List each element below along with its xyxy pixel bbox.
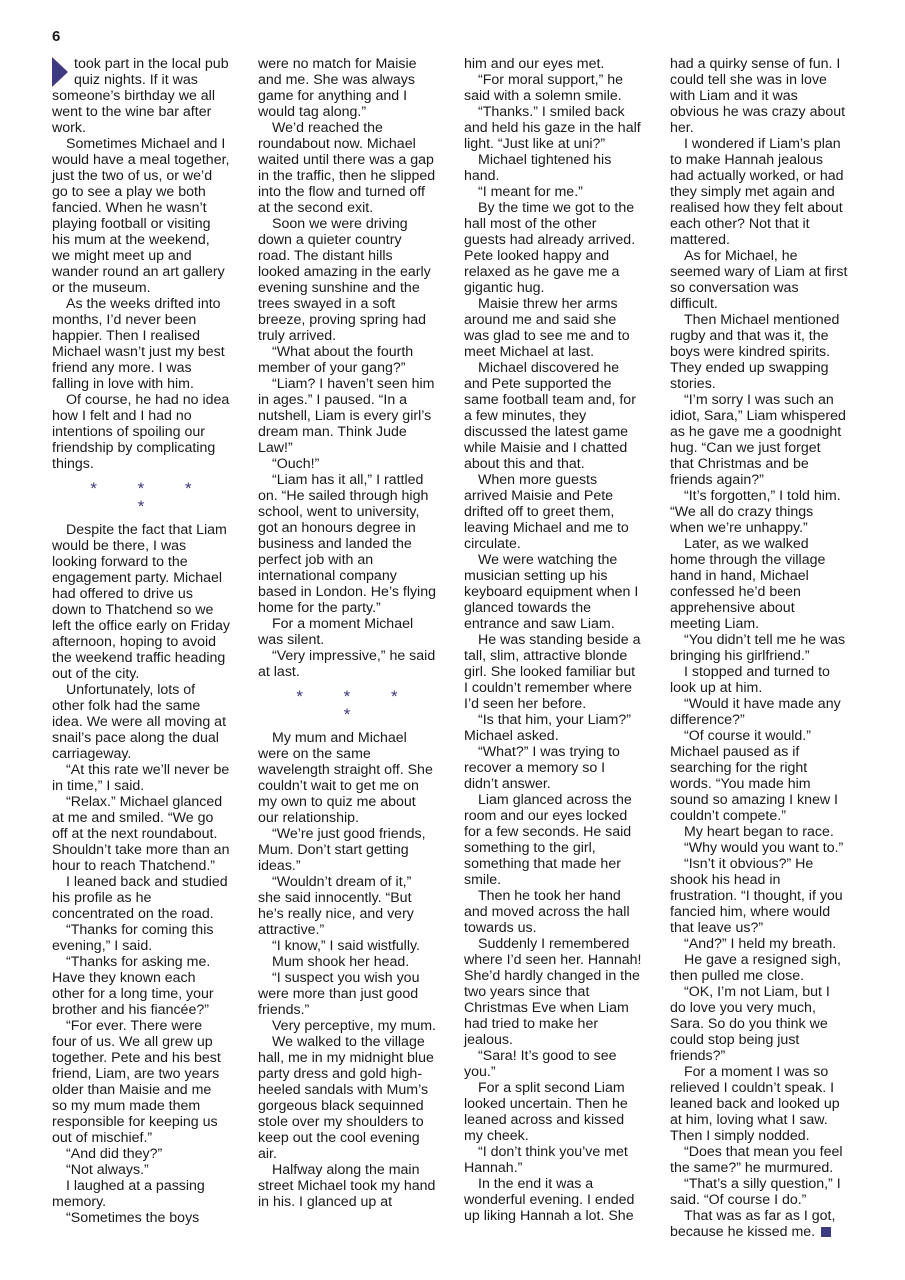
paragraph: We’d reached the roundabout now. Michael waited until there was a gap in the traffic, then he slipped into the flow and turned off at the second exit. — [258, 120, 436, 216]
paragraph: In the end it was a wonderful evening. I ended up liking Hannah a lot. She — [464, 1176, 635, 1224]
paragraph: “Sometimes the boys — [66, 1210, 200, 1226]
paragraph: “Not always.” — [66, 1162, 149, 1178]
paragraph: “And did they?” — [66, 1146, 163, 1162]
paragraph: Liam glanced across the room and our eyes locked for a few seconds. He said something to the girl, something that made her smile. — [464, 792, 632, 888]
paragraph: As the weeks drifted into months, I’d never been happier. Then I realised Michael wasn’t just my best friend any more. I was falling in love with him. — [52, 296, 225, 392]
paragraph: “Does that mean you feel the same?” he murmured. — [670, 1144, 843, 1176]
paragraph: “What about the fourth member of your gang?” — [258, 344, 414, 376]
paragraph: “Thanks for asking me. Have they known each other for a long time, your brother and his fiancée?” — [52, 954, 214, 1018]
paragraph: “Liam? I haven’t seen him in ages.” I paused. “In a nutshell, Liam is every girl’s dream man. Think Jude Law!” — [258, 376, 435, 456]
paragraph: Soon we were driving down a quieter country road. The distant hills looked amazing in the early evening sunshine and the trees swayed in a soft breeze, proving spring had truly arrived. — [258, 216, 431, 344]
paragraph: Very perceptive, my mum. — [272, 1018, 436, 1034]
section-break: * * * * — [90, 479, 210, 516]
paragraph: For a moment I was so relieved I couldn’t speak. I leaned back and looked up at him, loving what I saw. Then I simply nodded. — [670, 1064, 840, 1144]
paragraph: “I don’t think you’ve met Hannah.” — [464, 1144, 628, 1176]
paragraph: Sometimes Michael and I would have a meal together, just the two of us, or we’d go to see a play we both fancied. When he wasn’t playing football or visiting his mum at the weekend, we might meet up and wander round an art gallery or the museum. — [52, 136, 230, 296]
paragraph: I leaned back and studied his profile as he concentrated on the road. — [52, 874, 228, 922]
paragraph: “Isn’t it obvious?” He shook his head in frustration. “I thought, if you fancied him, where would that leave us?” — [670, 856, 843, 936]
paragraph: “Is that him, your Liam?” Michael asked. — [464, 712, 631, 744]
page-number: 6 — [52, 28, 61, 45]
paragraph: “Thanks.” I smiled back and held his gaze in the half light. “Just like at uni?” — [464, 104, 641, 152]
column-3 — [464, 56, 642, 1226]
paragraph: took part in the local pub quiz nights. If it was someone’s birthday we all went to the wine bar after work. — [52, 56, 229, 136]
paragraph: I laughed at a passing memory. — [52, 1178, 205, 1210]
paragraph: My mum and Michael were on the same wavelength straight off. She couldn’t wait to get me on my own to quiz me about our relationship. — [258, 730, 433, 826]
paragraph: He was standing beside a tall, slim, attractive blonde girl. She looked familiar but I couldn’t remember where I’d seen her before. — [464, 632, 641, 712]
end-square-icon — [821, 1227, 831, 1237]
paragraph: “For ever. There were four of us. We all grew up together. Pete and his best friend, Liam, are two years older than Maisie and me so my mum made them responsible for keeping us out of mischief.” — [52, 1018, 221, 1146]
paragraph: Of course, he had no idea how I felt and I had no intentions of spoiling our friendship by complicating things. — [52, 392, 230, 472]
paragraph: We walked to the village hall, me in my midnight blue party dress and gold high-heeled sandals with Mum’s gorgeous black sequinned stole over my shoulders to keep out the cool evening air. — [258, 1034, 434, 1162]
paragraph: For a split second Liam looked uncertain. Then he leaned across and kissed my cheek. — [464, 1080, 628, 1144]
section-break: * * * * — [296, 687, 416, 724]
paragraph: “And?” I held my breath. — [684, 936, 837, 952]
paragraph: Halfway along the main street Michael took my hand in his. I glanced up at — [258, 1162, 436, 1210]
paragraph: “Very impressive,” he said at last. — [258, 648, 436, 680]
column-2 — [258, 56, 436, 1226]
paragraph: As for Michael, he seemed wary of Liam at first so conversation was difficult. — [670, 248, 848, 312]
story-columns — [52, 56, 848, 1240]
paragraph: “I meant for me.” — [478, 184, 583, 200]
paragraph: My heart began to race. — [684, 824, 834, 840]
column-1 — [52, 56, 230, 1226]
paragraph: had a quirky sense of fun. I could tell she was in love with Liam and it was obvious he was crazy about her. — [670, 56, 846, 136]
paragraph: “I know,” I said wistfully. — [272, 938, 420, 954]
paragraph: I wondered if Liam’s plan to make Hannah jealous had actually worked, or had they simply met again and realised how they felt about each other? Not that it mattered. — [670, 136, 844, 248]
paragraph: “Why would you want to.” — [684, 840, 844, 856]
paragraph: Then Michael mentioned rugby and that was it, the boys were kindred spirits. They ended up swapping stories. — [670, 312, 840, 392]
paragraph: For a moment Michael was silent. — [258, 616, 414, 648]
paragraph: Mum shook her head. — [272, 954, 410, 970]
paragraph: were no match for Maisie and me. She was always game for anything and I would tag along.” — [258, 56, 417, 120]
paragraph: “That’s a silly question,” I said. “Of course I do.” — [670, 1176, 841, 1208]
paragraph: “Ouch!” — [272, 456, 320, 472]
paragraph: He gave a resigned sigh, then pulled me close. — [670, 952, 841, 984]
paragraph: Suddenly I remembered where I’d seen her. Hannah! She’d hardly changed in the two years since that Christmas Eve when Liam had tried to make her jealous. — [464, 936, 642, 1048]
paragraph: “Would it have made any difference?” — [670, 696, 841, 728]
paragraph: Michael tightened his hand. — [464, 152, 612, 184]
paragraph: “Relax.” Michael glanced at me and smiled. “We go off at the next roundabout. Shouldn’t take more than an hour to reach Thatchend.” — [52, 794, 230, 874]
paragraph: Unfortunately, lots of other folk had the same idea. We were all moving at snail’s pace along the dual carriageway. — [52, 682, 227, 762]
paragraph: “What?” I was trying to recover a memory so I didn’t answer. — [464, 744, 620, 792]
paragraph: I stopped and turned to look up at him. — [670, 664, 830, 696]
paragraph: “Of course it would.” Michael paused as if searching for the right words. “You made him sound so amazing I knew I couldn’t compete.” — [670, 728, 838, 824]
column-4 — [670, 56, 848, 1240]
paragraph: “It’s forgotten,” I told him. “We all do crazy things when we’re unhappy.” — [670, 488, 841, 536]
paragraph: “At this rate we’ll never be in time,” I said. — [52, 762, 230, 794]
paragraph: “We’re just good friends, Mum. Don’t start getting ideas.” — [258, 826, 426, 874]
paragraph: When more guests arrived Maisie and Pete drifted off to greet them, leaving Michael and me to circulate. — [464, 472, 629, 552]
paragraph: Michael discovered he and Pete supported the same football team and, for a few minutes, they discussed the latest game while Maisie and I chatted about this and that. — [464, 360, 636, 472]
paragraph: him and our eyes met. — [464, 56, 605, 72]
paragraph: Later, as we walked home through the village hand in hand, Michael confessed he’d been apprehensive about meeting Liam. — [670, 536, 826, 632]
paragraph: By the time we got to the hall most of the other guests had already arrived. Pete looked happy and relaxed as he gave me a gigantic hug. — [464, 200, 636, 296]
paragraph: Then he took her hand and moved across the hall towards us. — [464, 888, 630, 936]
paragraph: “Thanks for coming this evening,” I said. — [52, 922, 214, 954]
continuation-arrow-icon — [52, 57, 68, 87]
paragraph: “I’m sorry I was such an idiot, Sara,” Liam whispered as he gave me a goodnight hug. “Can we just forget that Christmas and be friends again?” — [670, 392, 846, 488]
paragraph: Despite the fact that Liam would be there, I was looking forward to the engagement party. Michael had offered to drive us down to Thatchend so we left the office early on Friday afternoon, hoping to avoid the weekend traffic heading out of the city. — [52, 522, 230, 682]
paragraph: “You didn’t tell me he was bringing his girlfriend.” — [670, 632, 846, 664]
paragraph: That was as far as I got, because he kissed me. — [670, 1208, 836, 1240]
paragraph: “Sara! It’s good to see you.” — [464, 1048, 617, 1080]
paragraph: “For moral support,” he said with a solemn smile. — [464, 72, 624, 104]
paragraph: “Liam has it all,” I rattled on. “He sailed through high school, went to university, got an honours degree in business and landed the perfect job with an international company based in London. He’s flying home for the party.” — [258, 472, 436, 616]
paragraph: Maisie threw her arms around me and said she was glad to see me and to meet Michael at last. — [464, 296, 630, 360]
paragraph: “OK, I’m not Liam, but I do love you very much, Sara. So do you think we could stop being just friends?” — [670, 984, 830, 1064]
paragraph: “I suspect you wish you were more than just good friends.” — [258, 970, 420, 1018]
paragraph: We were watching the musician setting up his keyboard equipment when I glanced towards the entrance and saw Liam. — [464, 552, 639, 632]
paragraph: “Wouldn’t dream of it,” she said innocently. “But he’s really nice, and very attractive.” — [258, 874, 414, 938]
